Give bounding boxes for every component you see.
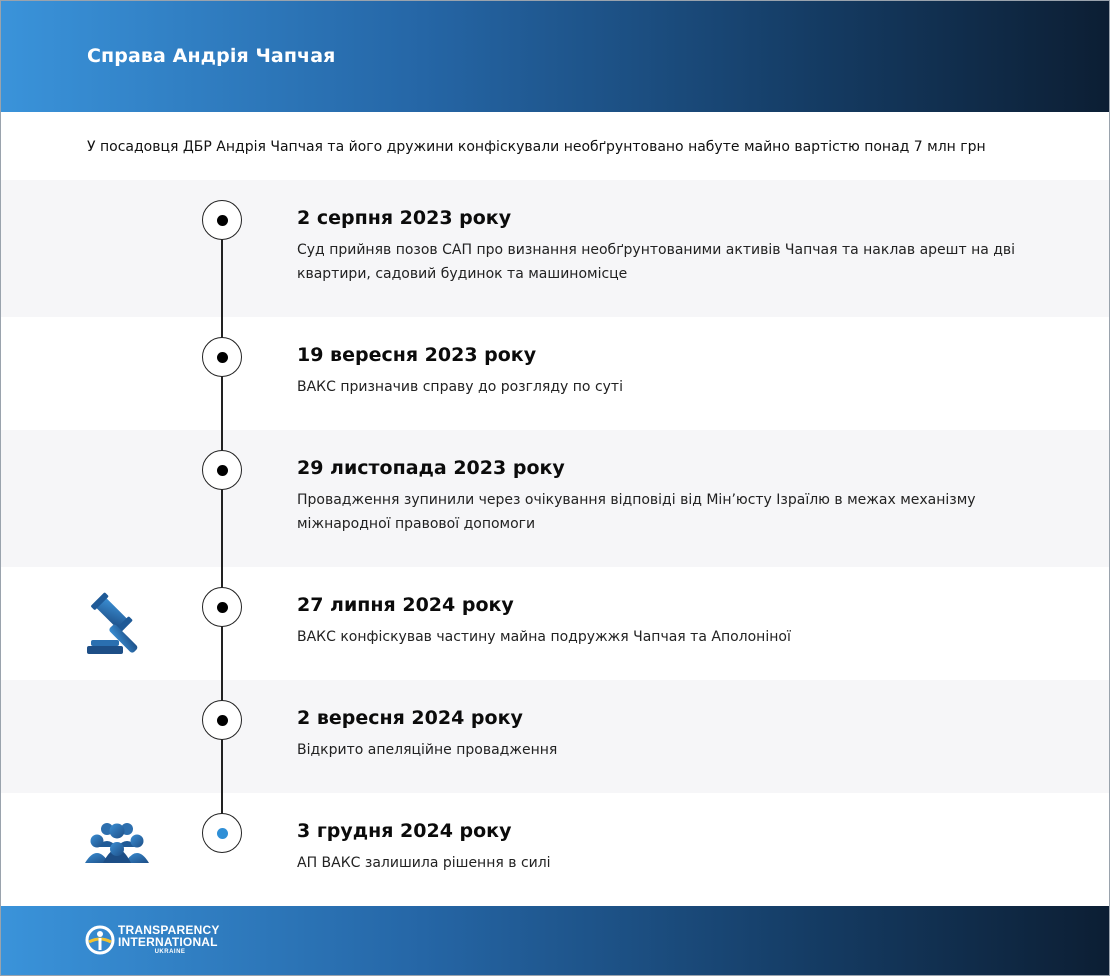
timeline-node <box>202 337 242 377</box>
event-date: 19 вересня 2023 року <box>297 344 537 366</box>
logo-line-3: UKRAINE <box>154 949 186 955</box>
timeline-event <box>1 180 1110 317</box>
event-description: ВАКС конфіскував частину майна подружжя Чапчая та Аполоніної <box>297 629 791 645</box>
event-description: АП ВАКС залишила рішення в силі <box>297 855 551 871</box>
event-description: Відкрито апеляційне провадження <box>297 742 558 758</box>
timeline-event <box>1 680 1110 793</box>
timeline-line <box>221 220 223 833</box>
event-description: Провадження зупинили через очікування відповіді від Мін’юсту Ізраїлю в межах механізму міжнародної правової допомоги <box>297 492 976 532</box>
event-date: 27 липня 2024 року <box>297 594 514 616</box>
timeline <box>1 180 1110 906</box>
timeline-node <box>202 200 242 240</box>
timeline-event <box>1 317 1110 430</box>
logo-line-2: INTERNATIONAL <box>118 935 218 949</box>
timeline-event <box>1 430 1110 567</box>
transparency-international-logo-icon <box>84 924 116 956</box>
event-date: 2 вересня 2024 року <box>297 707 523 729</box>
event-date: 2 серпня 2023 року <box>297 207 512 229</box>
case-summary: У посадовця ДБР Андрія Чапчая та його дружини конфіскували необґрунтовано набуте майно вартістю понад 7 млн грн <box>87 139 986 155</box>
timeline-event <box>1 567 1110 680</box>
gavel-icon <box>85 592 151 658</box>
event-date: 3 грудня 2024 року <box>297 820 512 842</box>
timeline-node <box>202 587 242 627</box>
logo-line-1: TRANSPARENCY <box>118 923 220 937</box>
timeline-node <box>202 700 242 740</box>
header-banner <box>1 1 1110 112</box>
timeline-event <box>1 793 1110 906</box>
judges-group-icon <box>85 819 149 865</box>
timeline-node <box>202 450 242 490</box>
event-date: 29 листопада 2023 року <box>297 457 565 479</box>
page-title: Справа Андрія Чапчая <box>87 45 336 67</box>
event-description: Суд прийняв позов САП про визнання необґрунтованими активів Чапчая та наклав арешт на дві квартири, садовий будинок та машиномісце <box>297 242 1016 282</box>
timeline-node-current <box>202 813 242 853</box>
event-description: ВАКС призначив справу до розгляду по суті <box>297 379 623 395</box>
footer-banner <box>1 906 1110 976</box>
logo-wordmark <box>118 924 222 957</box>
